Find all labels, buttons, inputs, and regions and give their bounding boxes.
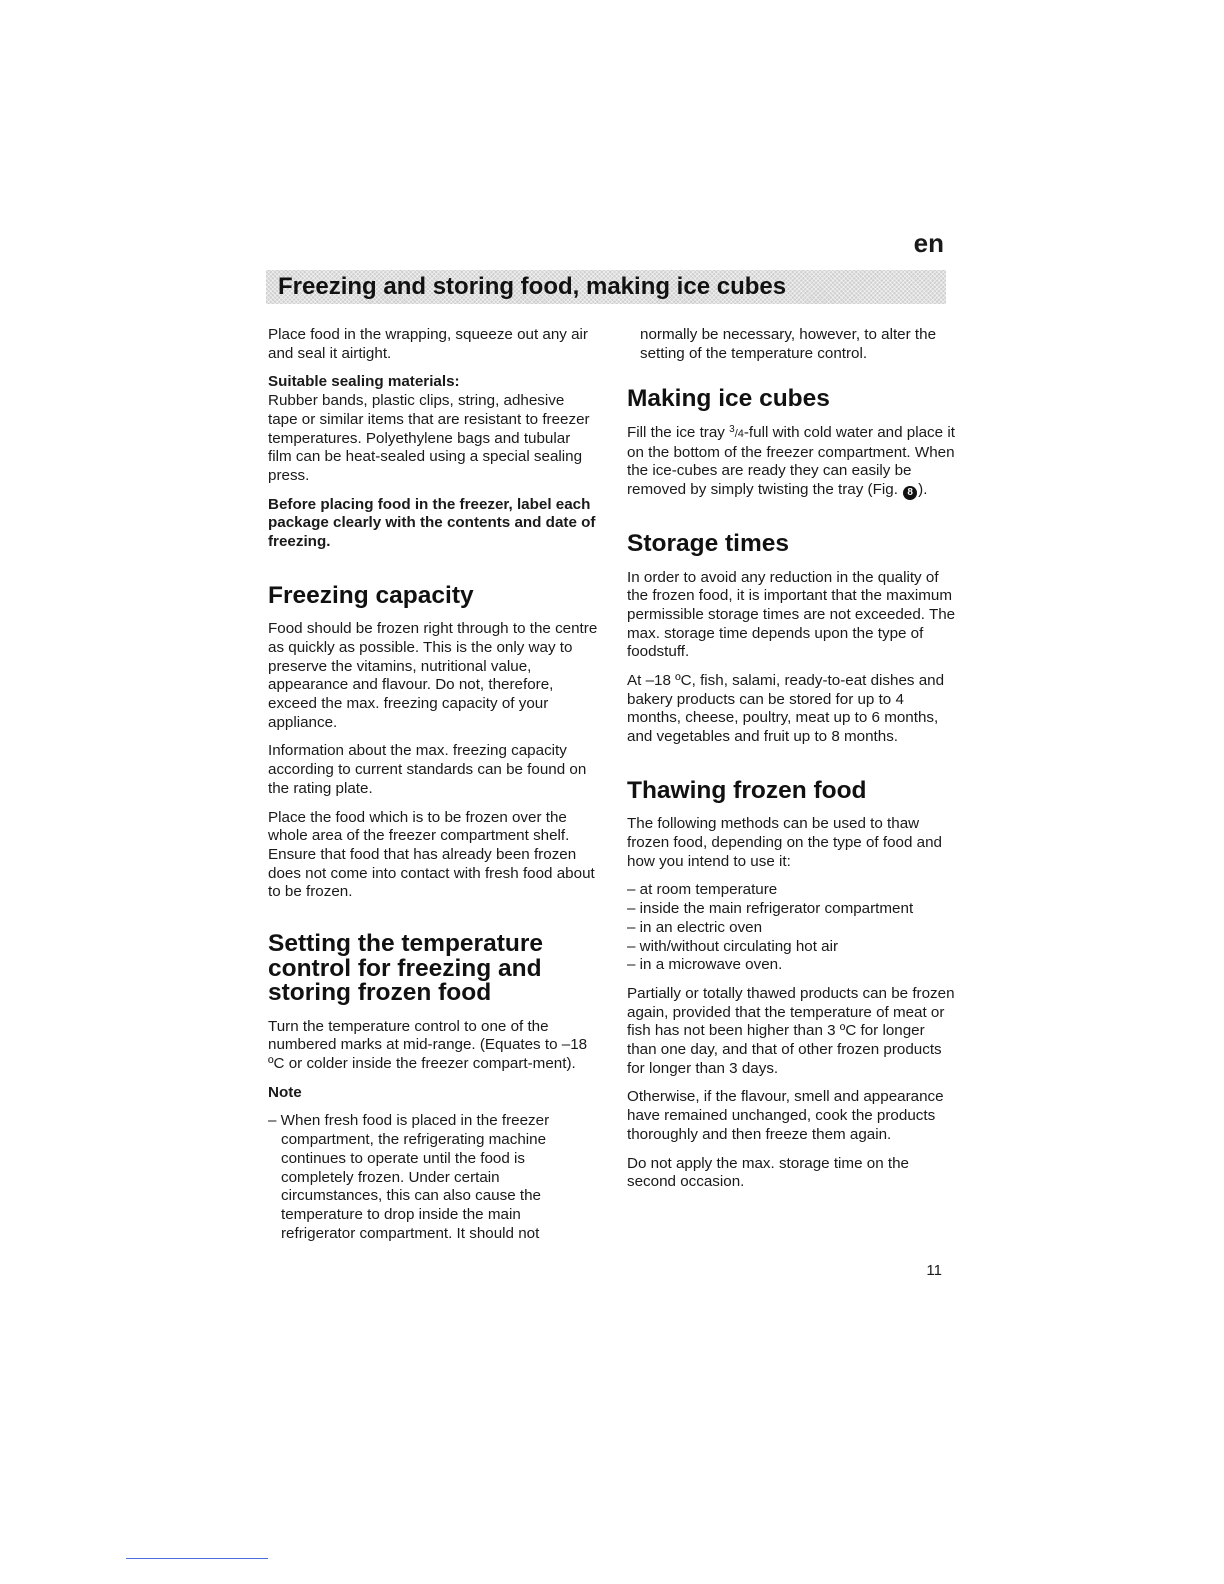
heading-thawing-frozen-food: Thawing frozen food xyxy=(627,776,867,804)
heading-freezing-capacity: Freezing capacity xyxy=(268,581,474,609)
figure-number-icon: 8 xyxy=(903,486,917,500)
ice-text-a: Fill the ice tray xyxy=(627,423,730,441)
sealing-materials-text: Rubber bands, plastic clips, string, adhesive tape or similar items that are resistant to freezer temperatures. Polyethylene bags and tubular film can be heat-sealed using a special sealing press. xyxy=(268,392,590,484)
continued-paragraph: normally be necessary, however, to alter the setting of the temperature control. xyxy=(640,326,937,362)
ice-text-b: -full with cold water and place it on the bottom of the freezer compartment. When the ice-cubes are ready they can easily be removed by simply twisting the tray (Fig. xyxy=(627,423,955,499)
page-number: 11 xyxy=(926,1262,942,1279)
language-code: en xyxy=(913,228,944,258)
list-item: – in a microwave oven. xyxy=(627,956,783,974)
heading-setting-temperature: Setting the temperature control for freezing and storing frozen food xyxy=(268,930,543,1007)
footnote-rule xyxy=(126,1558,268,1559)
list-item: – inside the main refrigerator compartment xyxy=(627,900,914,918)
list-item: – at room temperature xyxy=(627,881,778,899)
section-banner xyxy=(266,270,946,304)
storage-paragraph-2: At –18 ºC, fish, salami, ready-to-eat dishes and bakery products can be stored for up to 4 months, cheese, poultry, meat up to 6 months, and vegetables and fruit up to 8 months. xyxy=(627,672,945,746)
banner-title: Freezing and storing food, making ice cubes xyxy=(278,273,787,300)
label-warning: Before placing food in the freezer, label each package clearly with the contents and date of freezing. xyxy=(268,495,596,551)
heading-making-ice-cubes: Making ice cubes xyxy=(627,385,830,413)
storage-paragraph-1: In order to avoid any reduction in the quality of the frozen food, it is important that the maximum permissible storage times are not exceeded. The max. storage time depends upon the type of foodstuff. xyxy=(627,568,956,661)
sealing-materials-label: Suitable sealing materials: xyxy=(268,373,460,391)
heading-storage-times: Storage times xyxy=(627,530,790,558)
note-text: – When fresh food is placed in the freezer compartment, the refrigerating machine continues to operate until the food is completely frozen. Under certain circumstances, this can also cause the temperature to drop inside the main refrigerator compartment. It should not xyxy=(268,1112,550,1242)
note-label: Note xyxy=(268,1083,302,1101)
list-item: – in an electric oven xyxy=(627,918,763,936)
freezing-capacity-p3: Place the food which is to be frozen over the whole area of the freezer compartment shelf. Ensure that food that has already been frozen does not come into contact with fresh food about to be frozen. xyxy=(268,808,595,901)
fraction-numerator: 3 xyxy=(729,423,735,435)
right-column xyxy=(627,326,957,1202)
list-item: – with/without circulating hot air xyxy=(627,937,839,955)
thawing-paragraph-2: Partially or totally thawed products can be frozen again, provided that the temperature of meat or fish has not been higher than 3 ºC for longer than one day, and that of other frozen products for longer than 3 days. xyxy=(627,984,955,1077)
ice-cubes-paragraph xyxy=(627,424,957,500)
freezing-capacity-p1: Food should be frozen right through to the centre as quickly as possible. This is the only way to preserve the vitamins, nutritional value, appearance and flavour. Do not, therefore, exceed the max. freezing capacity of your appliance. xyxy=(268,620,598,731)
thawing-paragraph-4: Do not apply the max. storage time on the second occasion. xyxy=(627,1154,909,1191)
thawing-paragraph-1: The following methods can be used to thaw frozen food, depending on the type of food and how you intend to use it: xyxy=(627,815,942,870)
fraction-denominator: /4 xyxy=(734,427,744,440)
thawing-paragraph-3: Otherwise, if the flavour, smell and appearance have remained unchanged, cook the products thoroughly and then freeze them again. xyxy=(627,1088,944,1143)
wrapping-paragraph: Place food in the wrapping, squeeze out any air and seal it airtight. xyxy=(268,326,588,362)
left-column xyxy=(268,326,598,1253)
ice-text-c: ). xyxy=(918,481,928,499)
setting-paragraph: Turn the temperature control to one of the numbered marks at mid-range. (Equates to –18 ºC or colder inside the freezer compart-ment). xyxy=(268,1017,588,1072)
freezing-capacity-p2: Information about the max. freezing capacity according to current standards can be found on the rating plate. xyxy=(268,742,587,797)
thawing-methods-list xyxy=(627,881,957,975)
